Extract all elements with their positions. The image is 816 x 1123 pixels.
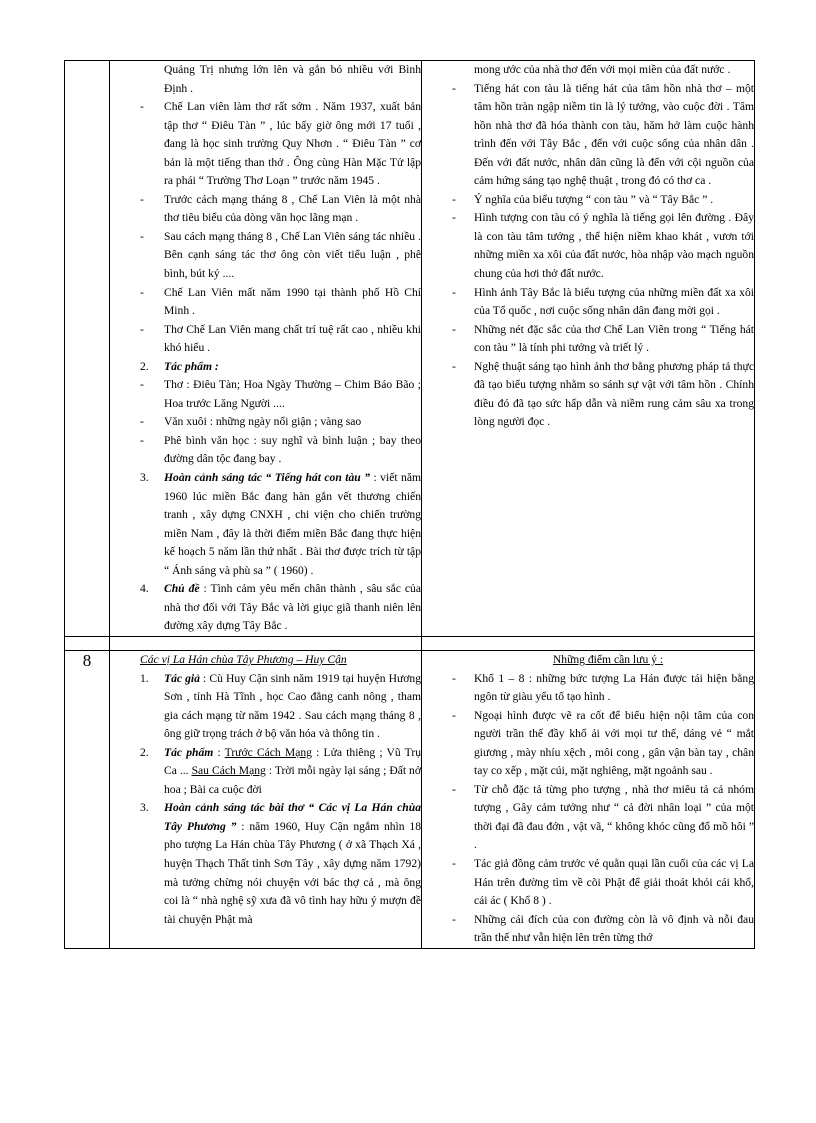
notes-bullets — [422, 80, 754, 432]
list-item: - Phê bình văn học : suy nghĩ và bình luận ; bay theo đường dân tộc đang bay . — [140, 433, 421, 466]
numbered-item-author: 1. Tác giả : Cù Huy Cận sinh năm 1919 tại huyện Hương Sơn , tỉnh Hà Tĩnh , học Cao đẳng canh nông , tham gia cách mạng từ năm 1942 . Sau cách mạng tháng 8 , ông giữ trọng trách ở bộ văn hóa và thông tin . — [140, 671, 421, 741]
list-item: - Nghệ thuật sáng tạo hình ảnh thơ bằng phương pháp tả thực đã tạo biểu tượng nhằm so sánh sự vật với tâm hồn . Chính điều đó đã tạo sức hấp dẫn và niềm rung cảm sâu xa trong lòng người đọc . — [452, 359, 754, 429]
section-8-left-cell — [110, 650, 422, 948]
list-item: - Ý nghĩa của biểu tượng “ con tàu ” và “ Tây Bắc ” . — [452, 192, 714, 206]
list-item: - Tiếng hát con tàu là tiếng hát của tâm hồn nhà thơ – một tâm hồn tràn ngập niềm tin là lý tưởng, vào cuộc đời . Tâm hồn nhà thơ đã hóa thành con tàu, hăm hở làm cuộc hành trình đến với Tây Bắc , đến với cuộc sống của nhân dân . Đến với đất nước, nhân dân cũng là đến với cội nguồn của cảm hứng sáng tạo nghệ thuật , trong đó có thơ ca . — [452, 81, 754, 188]
content-table — [64, 60, 755, 949]
list-item: - Những nét đặc sắc của thơ Chế Lan Viên trong “ Tiếng hát con tàu ” là tính phi tưởng và triết lý . — [452, 322, 754, 355]
numbered-item-context: 3. Hoàn cảnh sáng tác “ Tiếng hát con tàu ” : viết năm 1960 lúc miền Bắc đang hàn gắn vết thương chiến tranh , xây dựng CNXH , chi viện cho chiến trường miền Nam , đây là thời điểm miền Bắc đang thực hiện kế hoạch 5 năm lần thứ nhất . Bài thơ được trích từ tập “ Ánh sáng và phù sa ” ( 1960) . — [140, 471, 421, 577]
numbered-item-theme: 4. Chủ đề : Tình cảm yêu mến chân thành , sâu sắc của nhà thơ đối với Tây Bắc và lời giục giã thanh niên lên đường xây dựng Tây Bắc . — [140, 582, 421, 633]
section-8-right-cell — [422, 650, 755, 948]
poem-heading: Các vị La Hán chùa Tây Phương – Huy Cận — [140, 652, 347, 666]
list-item: - Trước cách mạng tháng 8 , Chế Lan Viên là một nhà thơ tiêu biểu của dòng văn học lãng mạn . — [140, 192, 421, 225]
section-8-row — [65, 650, 755, 948]
poem-items — [110, 670, 421, 930]
continued-text: mong ước của nhà thơ đến với mọi miền của đất nước . — [474, 63, 731, 76]
section-7-row — [65, 61, 755, 637]
author-bullets — [110, 98, 421, 636]
list-item: - Từ chỗ đặc tả từng pho tượng , nhà thơ miêu tả cả nhóm tượng , Gây cảm tưởng như “ cả đời nhân loại ” của một thời đại đã đau đớn , vật vã, “ không khóc cũng đổ mồ hôi ” . — [452, 782, 754, 852]
list-item: - Tác giả đồng cảm trước vẻ quằn quại lần cuối của các vị La Hán trên đường tìm về cõi Phật để giải thoát khỏi cái khổ, cái ác ( Khổ 8 ) . — [452, 856, 754, 908]
list-item: - Chế Lan viên làm thơ rất sớm . Năm 1937, xuất bản tập thơ “ Điêu Tàn ” , lúc bấy giờ ông mới 17 tuổi , đang là học sinh trường Quy Nhơn . “ Điêu Tàn ” cơ bản là một tiếng than thở . Ông cùng Hàn Mặc Tử lập ra phái “ Trường Thơ Loạn ” trước năm 1945 . — [140, 100, 421, 188]
section-7-right-cell — [422, 61, 755, 637]
list-item: - Hình tượng con tàu có ý nghĩa là tiếng gọi lên đường . Đây là con tàu tâm tưởng , thể hiện niềm khao khát , vươn tới những miền xa xôi của đất nước, hòa nhập vào mạch nguồn chung của hơi thở đất nước. — [452, 211, 754, 281]
list-item: - Những cái đích của con đường còn là vô định và nỗi đau trần thế như vẫn hiện lên trên từng thớ — [452, 912, 754, 945]
list-item: - Chế Lan Viên mất năm 1990 tại thành phố Hồ Chí Minh . — [140, 285, 421, 318]
continued-text: Quảng Trị nhưng lớn lên và gắn bó nhiều với Bình Định . — [164, 63, 421, 95]
list-item: - Sau cách mạng tháng 8 , Chế Lan Viên sáng tác nhiều . Bên cạnh sáng tác thơ ông còn viết tiểu luận , phê bình, bút ký .... — [140, 229, 421, 281]
list-item: - Văn xuôi : những ngày nổi giận ; vàng sao — [140, 415, 362, 429]
numbered-item-works: 2. Tác phẩm : — [140, 359, 219, 373]
list-item: - Khổ 1 – 8 : những bức tượng La Hán được tái hiện bằng ngôn từ giàu yếu tố tạo hình . — [452, 671, 754, 704]
notes-bullets — [422, 670, 754, 948]
list-item: - Hình ảnh Tây Bắc là biểu tượng của những miền đất xa xôi của Tổ quốc , nơi cuộc sống nhân dân đang mời gọi . — [452, 285, 754, 318]
section-7-left-cell — [110, 61, 422, 637]
numbered-item-context: 3. Hoàn cảnh sáng tác bài thơ “ Các vị La Hán chùa Tây Phương ” : năm 1960, Huy Cận ngắm nhìn 18 pho tượng La Hán chùa Tây Phương ( ở xã Thạch Xá , huyện Thạch Thất tỉnh Sơn Tây , xây dựng năm 1792) mà tưởng chừng nói chuyện với bác thợ cả , mà ông coi là “ nhà nghệ sỹ xưa đã vô tình hay hữu ý mượn đề tài chuyện Phật mà — [140, 801, 421, 926]
spacer-row — [65, 636, 755, 650]
list-item: - Ngoại hình được vẽ ra cốt để biểu hiện nội tâm của con người trần thế đầy khổ ải với mọi tư thế, dáng vẻ “ mắt giương , mày nhíu xệch , môi cong , gân vận bàn tay , chân tay co xếp , mặt cúi, mặt nghiêng, mặt ngoảnh sau . — [452, 708, 754, 778]
list-item: - Thơ Chế Lan Viên mang chất trí tuệ rất cao , nhiều khi khó hiểu . — [140, 322, 421, 355]
section-7-number-cell — [65, 61, 110, 637]
numbered-item-works: 2. Tác phẩm : Trước Cách Mạng : Lửa thiêng ; Vũ Trụ Ca ... Sau Cách Mạng : Trời mỗi ngày lại sáng ; Đất nở hoa ; Bài ca cuộc đời — [140, 745, 421, 796]
section-number: 8 — [65, 650, 110, 948]
notes-heading: Những điểm cần lưu ý : — [552, 652, 664, 666]
list-item: - Thơ : Điêu Tàn; Hoa Ngày Thường – Chim Báo Bão ; Hoa trước Lăng Người .... — [140, 378, 421, 410]
